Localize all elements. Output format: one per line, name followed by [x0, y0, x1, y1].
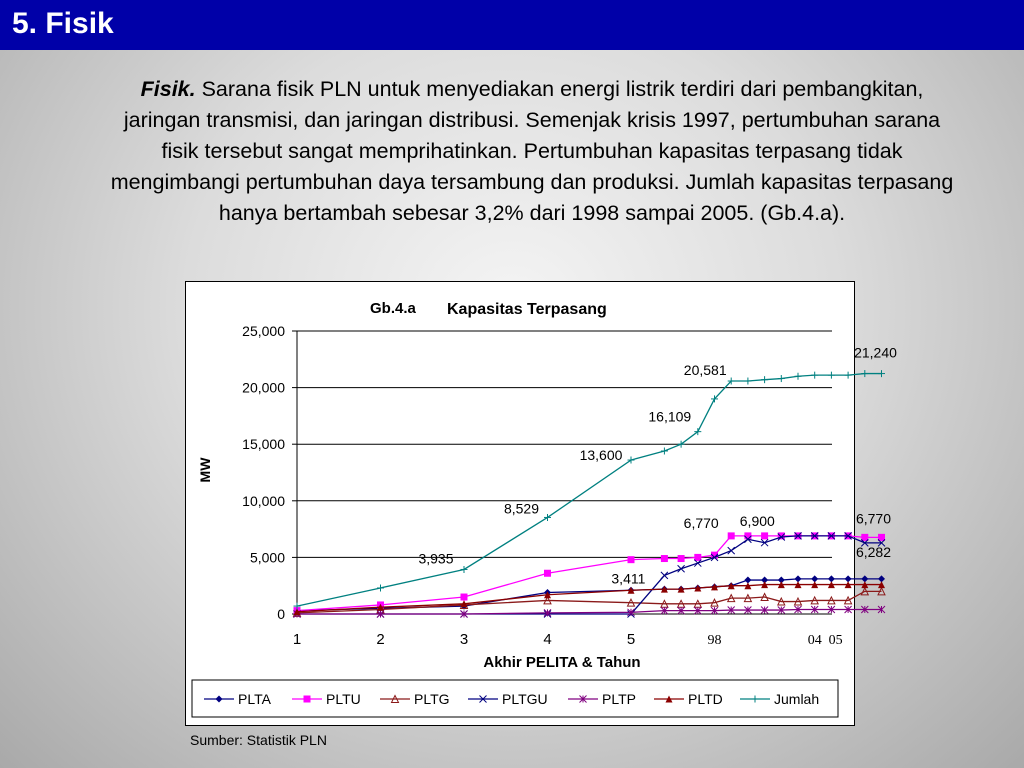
series-line-plta — [297, 579, 882, 611]
chart-title: Kapasitas Terpasang — [447, 301, 607, 318]
data-label: 3,935 — [418, 550, 454, 567]
data-label: 3,411 — [611, 570, 646, 587]
data-label: 6,900 — [739, 512, 775, 529]
legend-label: PLTA — [238, 691, 271, 707]
data-point-jumlah — [661, 447, 668, 454]
y-axis-title: MW — [197, 457, 213, 483]
y-tick-label: 5,000 — [249, 549, 285, 566]
x-tick-label: 3 — [459, 631, 469, 648]
intro-body: Sarana fisik PLN untuk menyediakan energi listrik terdiri dari pembangkitan, jaringan transmisi, dan jaringan distribusi. Semenjak krisis 1997, pertumbuhan sarana fisik tersebut sangat memprihatinkan. Pertumbuhan kapasitas terpasang tidak mengimbangi pertumbuhan daya tersambung dan produksi. Jumlah kapasitas terpasang hanya bertambah sebesar 3,2% dari 1998 sampai 2005. (Gb.4.a). — [110, 77, 954, 225]
data-point-pltu — [628, 556, 635, 563]
intro-paragraph — [110, 74, 954, 229]
data-label: 20,581 — [683, 362, 727, 379]
x-tick-label: 5 — [626, 631, 636, 648]
y-tick-label: 25,000 — [242, 323, 285, 339]
figure-label: Gb.4.a — [370, 300, 416, 317]
data-point-jumlah — [828, 372, 835, 379]
data-label: 8,529 — [503, 500, 540, 517]
axes-layer — [242, 323, 842, 648]
x-tick-label: 98 — [707, 633, 722, 648]
data-point-pltu — [744, 532, 751, 539]
data-point-pltu — [461, 594, 468, 601]
series-line-jumlah — [297, 374, 882, 607]
x-tick-label: 04 — [807, 633, 822, 648]
line-chart — [186, 282, 897, 725]
x-tick-label: 1 — [292, 631, 302, 648]
x-axis-title: Akhir PELITA & Tahun — [483, 654, 641, 671]
intro-lead: Fisik. — [140, 77, 196, 101]
legend-label: PLTGU — [502, 691, 548, 707]
source-note: Sumber: Statistik PLN — [190, 732, 327, 748]
data-point-jumlah — [861, 370, 868, 377]
legend-label: PLTU — [326, 691, 361, 707]
legend-label: PLTG — [414, 691, 450, 707]
data-point-pltu — [728, 532, 735, 539]
data-point-pltu — [661, 555, 668, 562]
title-bar — [0, 0, 1024, 50]
data-point-jumlah — [461, 566, 468, 573]
data-label: 21,240 — [854, 344, 897, 361]
legend-label: Jumlah — [774, 691, 820, 707]
data-point-pltu — [544, 570, 551, 577]
series-jumlah — [294, 370, 886, 610]
data-point-jumlah — [795, 373, 802, 380]
labels-layer — [418, 345, 897, 587]
x-tick-label: 05 — [828, 633, 843, 648]
x-tick-label: 2 — [376, 631, 385, 648]
y-tick-label: 10,000 — [242, 492, 285, 509]
data-label: 13,600 — [579, 447, 623, 464]
data-point-pltgu — [678, 565, 685, 572]
legend-marker — [304, 696, 311, 703]
data-label: 6,282 — [855, 543, 892, 560]
slide-title: 5. Fisik — [12, 7, 114, 40]
y-tick-label: 20,000 — [242, 379, 285, 396]
data-point-jumlah — [778, 375, 785, 382]
series-line-pltd — [297, 585, 882, 612]
series-line-pltu — [297, 536, 882, 611]
data-point-jumlah — [878, 370, 885, 377]
data-label: 6,770 — [683, 514, 719, 531]
data-point-pltu — [761, 532, 768, 539]
series-line-pltgu — [297, 536, 882, 614]
data-label: 16,109 — [648, 408, 692, 425]
data-point-pltu — [694, 554, 701, 561]
data-point-jumlah — [761, 376, 768, 383]
data-point-jumlah — [811, 372, 818, 379]
legend-label: PLTP — [602, 691, 636, 707]
data-point-pltgu — [728, 547, 735, 554]
series-layer — [294, 370, 886, 617]
chart-frame — [185, 281, 897, 726]
data-point-jumlah — [744, 378, 751, 385]
x-tick-label: 4 — [543, 631, 552, 648]
data-point-pltu — [678, 555, 685, 562]
data-point-jumlah — [377, 584, 384, 591]
data-point-jumlah — [845, 372, 852, 379]
y-tick-label: 15,000 — [242, 436, 285, 453]
data-point-pltgu — [661, 572, 668, 579]
y-tick-label: 0 — [277, 606, 285, 622]
data-label: 6,770 — [855, 510, 892, 527]
legend-label: PLTD — [688, 691, 723, 707]
